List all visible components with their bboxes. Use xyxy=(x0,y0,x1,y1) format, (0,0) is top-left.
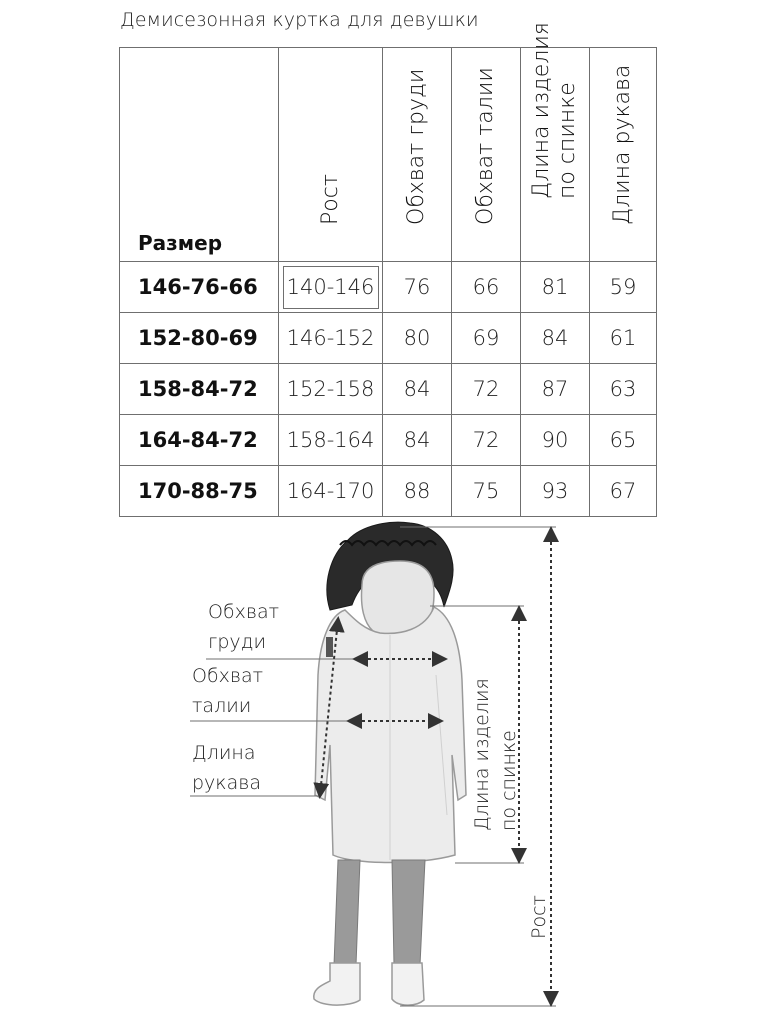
size-cell: 158-84-72 xyxy=(120,364,279,415)
height-cell: 158-164 xyxy=(279,415,383,466)
table-row xyxy=(120,262,657,313)
size-cell: 152-80-69 xyxy=(120,313,279,364)
sleeve-cell: 67 xyxy=(590,466,657,517)
header-back-length-line1: Длина изделия xyxy=(529,22,554,199)
waist-label-line1: Обхват xyxy=(192,665,264,687)
table-row xyxy=(120,415,657,466)
left-leg xyxy=(334,860,360,965)
height-cell: 152-158 xyxy=(279,364,383,415)
waist-label-line2: талии xyxy=(192,695,252,717)
sleeve-cell: 65 xyxy=(590,415,657,466)
header-waist-label: Обхват талии xyxy=(473,67,498,225)
table-row xyxy=(120,466,657,517)
chest-cell: 84 xyxy=(383,415,452,466)
sleeve-label-line2: рукава xyxy=(192,772,262,794)
right-leg xyxy=(392,860,425,965)
waist-label xyxy=(192,661,263,721)
header-chest xyxy=(383,48,452,262)
page-title: Демисезонная куртка для девушки xyxy=(120,9,479,31)
table-row xyxy=(120,313,657,364)
sleeve-cell: 61 xyxy=(590,313,657,364)
back-length-cell: 90 xyxy=(521,415,590,466)
height-cell: 146-152 xyxy=(279,313,383,364)
header-height xyxy=(279,48,383,262)
size-cell: 164-84-72 xyxy=(120,415,279,466)
measurement-diagram xyxy=(0,515,767,1024)
size-cell: 146-76-66 xyxy=(120,262,279,313)
header-sleeve-label: Длина рукава xyxy=(610,64,635,225)
header-back-length-label xyxy=(529,22,581,199)
back-length-cell: 93 xyxy=(521,466,590,517)
waist-cell: 69 xyxy=(452,313,521,364)
header-sleeve xyxy=(590,48,657,262)
waist-cell: 66 xyxy=(452,262,521,313)
waist-cell: 72 xyxy=(452,364,521,415)
chest-cell: 80 xyxy=(383,313,452,364)
chest-cell: 84 xyxy=(383,364,452,415)
chest-cell: 88 xyxy=(383,466,452,517)
table-row xyxy=(120,364,657,415)
back-length-label-line2: по спинке xyxy=(498,730,520,831)
height-cell: 140-146 xyxy=(279,262,383,313)
sleeve-patch xyxy=(326,637,333,657)
chest-label-line2: груди xyxy=(208,631,267,653)
header-back-length xyxy=(521,22,590,262)
back-length-cell: 81 xyxy=(521,262,590,313)
right-boot xyxy=(392,963,424,1005)
chest-label xyxy=(208,597,279,657)
header-size: Размер xyxy=(120,48,279,262)
chest-cell: 76 xyxy=(383,262,452,313)
height-label: Рост xyxy=(528,895,550,939)
header-chest-label: Обхват груди xyxy=(404,68,429,225)
sleeve-label xyxy=(192,738,261,798)
size-table xyxy=(119,22,657,517)
left-boot xyxy=(314,963,360,1005)
sleeve-label-line1: Длина xyxy=(192,742,256,764)
back-length-cell: 87 xyxy=(521,364,590,415)
sleeve-cell: 59 xyxy=(590,262,657,313)
header-waist xyxy=(452,48,521,262)
back-length-label xyxy=(469,678,523,831)
chest-label-line1: Обхват xyxy=(208,601,280,623)
height-cell: 164-170 xyxy=(279,466,383,517)
size-cell: 170-88-75 xyxy=(120,466,279,517)
sleeve-cell: 63 xyxy=(590,364,657,415)
waist-cell: 75 xyxy=(452,466,521,517)
back-length-cell: 84 xyxy=(521,313,590,364)
girl-figure-illustration xyxy=(0,515,767,1024)
header-height-label: Рост xyxy=(317,174,343,225)
waist-cell: 72 xyxy=(452,415,521,466)
header-back-length-line2: по спинке xyxy=(555,82,580,199)
table-header-row xyxy=(120,48,657,262)
back-length-label-line1: Длина изделия xyxy=(471,678,493,831)
